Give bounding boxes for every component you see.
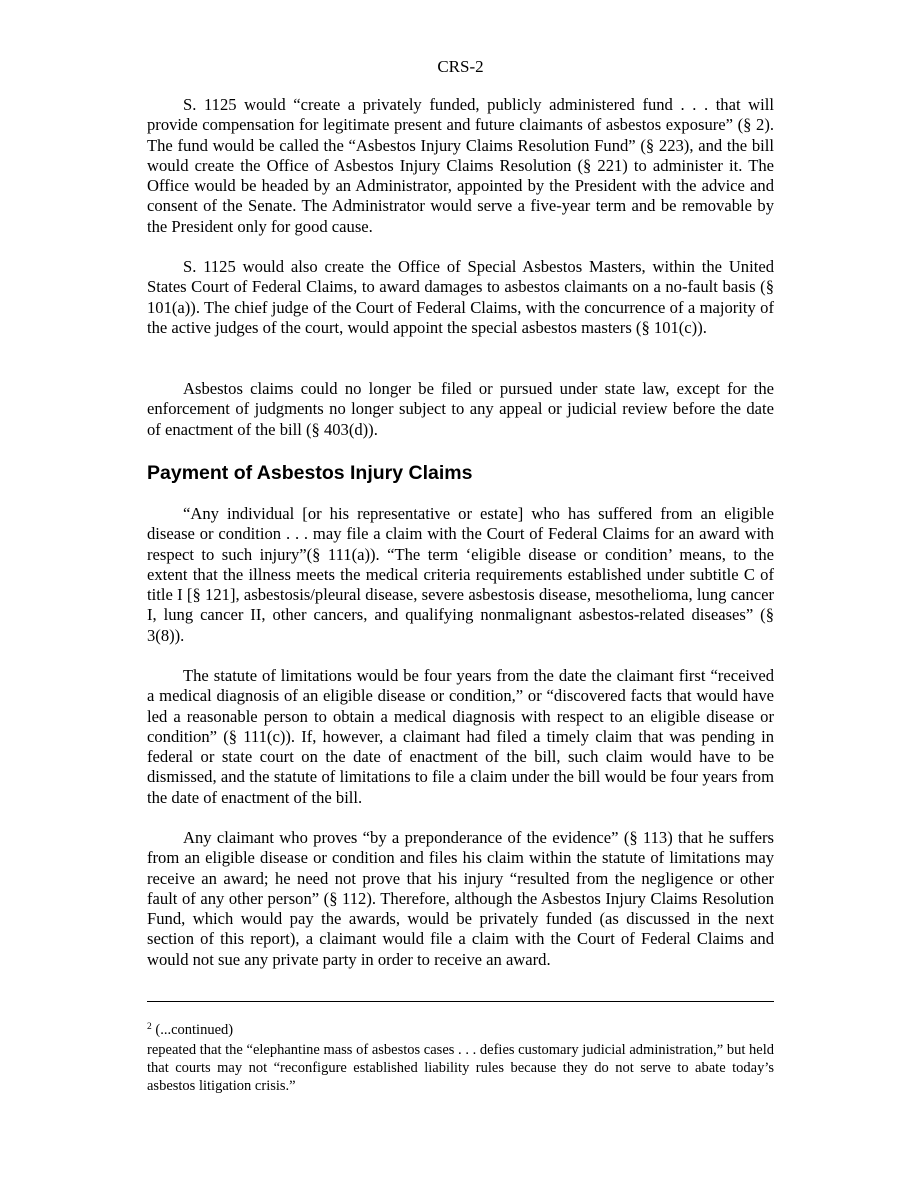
footnote-continued-marker	[147, 1021, 233, 1039]
paragraph-eligible-disease: “Any individual [or his representative or estate] who has suffered from an eligible disease or condition . . . may file a claim with the Court of Federal Claims for an award with respect to such injury”(§ 111(a)). “The term ‘eligible disease or condition’ means, to the extent that the illness meets the medical criteria requirements established under subtitle C of title I [§ 121], asbestosis/pleural disease, severe asbestosis disease, mesothelioma, lung cancer I, lung cancer II, other cancers, and qualifying nonmalignant asbestos-related diseases” (§ 3(8)).	[147, 504, 774, 645]
footnote-text: repeated that the “elephantine mass of asbestos cases . . . defies customary judicial administration,” but held that courts may not “reconfigure established liability rules because they do not serve to abate today’s asbestos litigation crisis.”	[147, 1042, 774, 1095]
paragraph-claimant-proof: Any claimant who proves “by a preponderance of the evidence” (§ 113) that he suffers from an eligible disease or condition and files his claim within the statute of limitations may receive an award; he need not prove that his injury “resulted from the negligence or other fault of any other person” (§ 112). Therefore, although the Asbestos Injury Claims Resolution Fund, which would pay the awards, would be privately funded (as discussed in the next section of this report), a claimant would file a claim with the Court of Federal Claims and would not sue any private party in order to receive an award.	[147, 828, 774, 969]
footnote-divider	[147, 1001, 774, 1002]
section-heading: Payment of Asbestos Injury Claims	[147, 462, 473, 484]
paragraph-state-law: Asbestos claims could no longer be filed or pursued under state law, except for the enforcement of judgments no longer subject to any appeal or judicial review before the date of enactment of the bill (§ 403(d)).	[147, 379, 774, 439]
footnote-number: 2	[147, 1022, 152, 1032]
page-header: CRS-2	[437, 57, 484, 76]
paragraph-statute-of-limitations: The statute of limitations would be four years from the date the claimant first “received a medical diagnosis of an eligible disease or condition,” or “discovered facts that would have led a reasonable person to obtain a medical diagnosis with respect to an eligible disease or condition” (§ 111(c)). If, however, a claimant had filed a timely claim that was pending in federal or state court on the date of enactment of the bill, such claim would have to be dismissed, and the statute of limitations to file a claim under the bill would be four years from the date of enactment of the bill.	[147, 666, 774, 807]
footnote-continued-label: (...continued)	[155, 1022, 234, 1038]
paragraph-fund-creation: S. 1125 would “create a privately funded, publicly administered fund . . . that will provide compensation for legitimate present and future claimants of asbestos exposure” (§ 2). The fund would be called the “Asbestos Injury Claims Resolution Fund” (§ 223), and the bill would create the Office of Asbestos Injury Claims Resolution (§ 221) to administer it. The Office would be headed by an Administrator, appointed by the President with the advice and consent of the Senate. The Administrator would serve a five-year term and be removable by the President only for good cause.	[147, 95, 774, 236]
paragraph-special-masters: S. 1125 would also create the Office of Special Asbestos Masters, within the United States Court of Federal Claims, to award damages to asbestos claimants on a no-fault basis (§ 101(a)). The chief judge of the Court of Federal Claims, with the concurrence of a majority of the active judges of the court, would appoint the special asbestos masters (§ 101(c)).	[147, 257, 774, 337]
